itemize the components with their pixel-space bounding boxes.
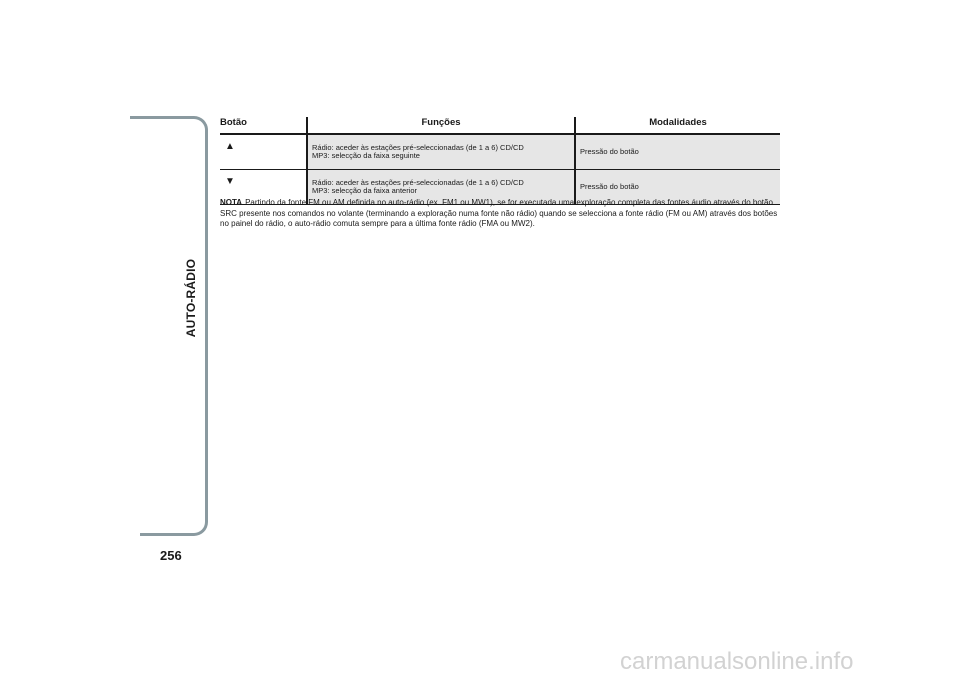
table-row [220,134,780,170]
section-title: AUTO-RÁDIO [184,258,198,338]
header-button: Botão [220,117,307,134]
note-text: Partindo da fonte FM ou AM definida no auto-rádio (ex. FM1 ou MW1), se for executada uma exploração completa das fontes áudio através do botão SRC presente nos comandos no volante (terminando a exploração numa fonte não rádio) quando se selecciona a fonte rádio (FM ou AM) através dos botões no painel do rádio, o auto-rádio comuta sempre para a última fonte rádio (FMA ou MW2). [220,198,778,228]
mode-cell: Pressão do botão [575,170,780,205]
function-cell [307,134,575,170]
note-label: NOTA [220,198,243,207]
function-text-line2: MP3: selecção da faixa seguinte [312,151,420,160]
function-text-line1: Rádio: aceder às estações pré-seleccionadas (de 1 a 6) CD/CD [312,177,524,187]
function-text-line2: MP3: selecção da faixa anterior [312,186,418,195]
header-functions: Funções [307,117,575,134]
controls-table [220,117,780,205]
mode-cell: Pressão do botão [575,134,780,170]
up-triangle-icon: ▲ [225,141,235,152]
button-cell [220,134,307,170]
watermark: carmanualsonline.info [620,648,854,675]
sidebar-frame-tab [130,116,140,119]
table-header-row [220,117,780,134]
header-modes: Modalidades [575,117,780,134]
down-triangle-icon: ▼ [225,176,235,187]
note-paragraph [220,198,782,230]
function-text-line1: Rádio: aceder às estações pré-seleccionadas (de 1 a 6) CD/CD [312,142,524,152]
page-number: 256 [160,548,182,563]
